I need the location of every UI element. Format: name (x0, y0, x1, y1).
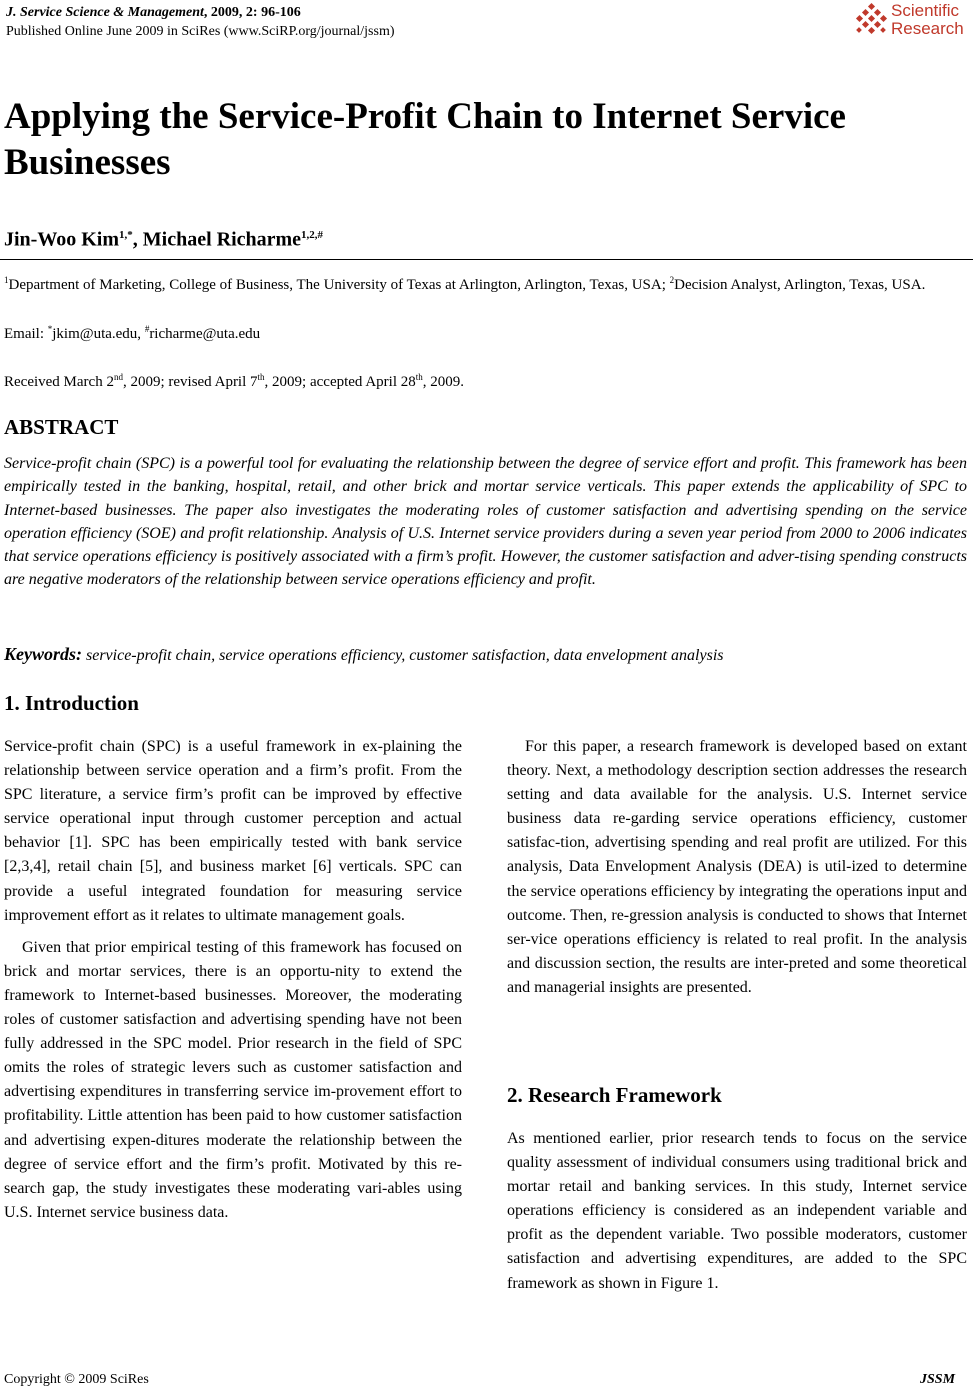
keywords-label: Keywords: (4, 644, 82, 664)
received-text: Received March 2 (4, 374, 114, 390)
section-1-heading: 1. Introduction (4, 691, 139, 715)
section-2-body (507, 1127, 967, 1296)
copyright-footer: Copyright © 2009 SciRes (4, 1372, 149, 1387)
affiliation-1-mark: 1 (4, 275, 9, 285)
framework-paragraph-1: As mentioned earlier, prior research tends to focus on the service quality assessment of individual consumers using traditional brick and mortar retail and banking services. In this study, Internet service operations efficiency is considered as an independent variable and profit as the dependent variable. Two possible moderators, customer satisfaction and advertising expenditures, are added to the SPC framework as shown in Figure 1. (507, 1130, 967, 1292)
revised-ordinal: th (257, 372, 265, 382)
affiliation (4, 268, 967, 297)
email-line (4, 318, 260, 345)
email-2-mark: # (144, 324, 150, 334)
accepted-year: , 2009. (422, 374, 465, 390)
intro-paragraph-1: Service-profit chain (SPC) is a useful framework in ex-plaining the relationship between service operation and a firm’s profit. From the SPC literature, a service firm’s profit can be improved by effective service operational input through customer perception and actual behavior [1]. SPC has been empirically tested with bank service [2,3,4], retail chain [5], and business market [6] verticals. SPC can provide a useful integrated foundation for measuring service improvement effort as it relates to ultimate management goals. (4, 738, 462, 924)
journal-volume: , 2009, 2: 96-106 (203, 5, 301, 20)
author-separator: , (132, 228, 143, 251)
intro-paragraph-3: For this paper, a research framework is developed based on extant theory. Next, a methodology description section addresses the research setting and data available for the analysis. U.S. Internet service business data re-garding service operations efficiency, customer satisfac-tion, advertising spending and real profit are utilized. For this analysis, Data Envelopment Analysis (DEA) is util-ized to determine the service operations efficiency by integrating the operations input and outcome. Then, re-gression analysis is conducted to shows that Internet ser-vice operations efficiency is related to real profit. In the analysis and discussion section, the results are inter-preted and some theoretical and managerial insights are presented. (507, 738, 967, 996)
author-1-affiliation-mark: 1,* (119, 229, 133, 241)
author-1-name: Jin-Woo Kim (4, 228, 120, 251)
logo-text (891, 2, 964, 38)
author-2-affiliation-mark: 1,2,# (301, 229, 324, 241)
journal-abbreviation-footer: JSSM (920, 1372, 956, 1387)
affiliation-2-text: Decision Analyst, Arlington, Texas, USA. (674, 277, 926, 293)
logo-diamond-icon (853, 2, 889, 42)
left-column (4, 735, 462, 1225)
email-1-address: jkim@uta.edu, (52, 326, 145, 342)
author-2-name: Michael Richarme (142, 228, 302, 251)
email-1-mark: * (47, 324, 53, 334)
intro-paragraph-2: Given that prior empirical testing of this framework has focused on brick and mortar services, there is an opportu-nity to extend the framework to Internet-based businesses. Moreover, the moderating roles of customer satisfaction and advertising spending have not been fully addressed in the SPC model. Prior research in the field of SPC omits the roles of strategic levers such as customer satisfaction and advertising expenditures in transferring service im-provement effort to profitability. Little attention has been paid to how customer satisfaction and advertising expen-ditures moderate the relationship between the degree of service effort and the firm’s profit. Motivated by this re-search gap, the study investigates these moderating vari-ables using U.S. Internet service business data. (4, 938, 462, 1221)
accepted-text: , 2009; accepted April 28 (264, 374, 416, 390)
right-column (507, 735, 967, 1000)
received-ordinal: nd (113, 372, 123, 382)
email-2-address: richarme@uta.edu (149, 326, 261, 342)
journal-citation (6, 4, 301, 22)
paper-title: Applying the Service-Profit Chain to Internet Service Businesses (4, 96, 846, 183)
email-label: Email: (4, 326, 48, 342)
affiliation-2-mark: 2 (669, 275, 675, 285)
author-list (4, 222, 323, 253)
header-divider (0, 259, 973, 260)
affiliation-1-text: Department of Marketing, College of Business, The University of Texas at Arlington, Arlington, Texas, USA; (8, 277, 670, 293)
published-online-line: Published Online June 2009 in SciRes (www.SciRP.org/journal/jssm) (6, 24, 395, 39)
logo-line-2: Research (891, 19, 964, 38)
abstract-heading: ABSTRACT (4, 415, 119, 439)
keywords (4, 642, 967, 668)
revised-text: , 2009; revised April 7 (122, 374, 258, 390)
accepted-ordinal: th (415, 372, 423, 382)
journal-name: J. Service Science & Management (6, 5, 204, 20)
scientific-research-logo (853, 2, 971, 42)
section-2-heading: 2. Research Framework (507, 1083, 722, 1107)
keywords-text: service-profit chain, service operations efficiency, customer satisfaction, data envelopment analysis (82, 647, 724, 664)
received-dates (4, 366, 464, 393)
logo-line-1: Scientific (891, 1, 960, 20)
abstract-text: Service-profit chain (SPC) is a powerful tool for evaluating the relationship between the degree of service effort and profit. This framework has been empirically tested in the banking, hospital, retail, and other brick and mortar service verticals. This paper extends the applicability of SPC to Internet-based businesses. The paper also investigates the moderating roles of customer satisfaction and advertising spending on the service operation efficiency (SOE) and profit relationship. Analysis of U.S. Internet service providers during a seven year period from 2000 to 2006 indicates that service operations efficiency is positively associated with a firm’s profit. However, the customer satisfaction and adver-tising spending constructs are negative moderators of the relationship between service operations efficiency and profit. (4, 455, 967, 589)
